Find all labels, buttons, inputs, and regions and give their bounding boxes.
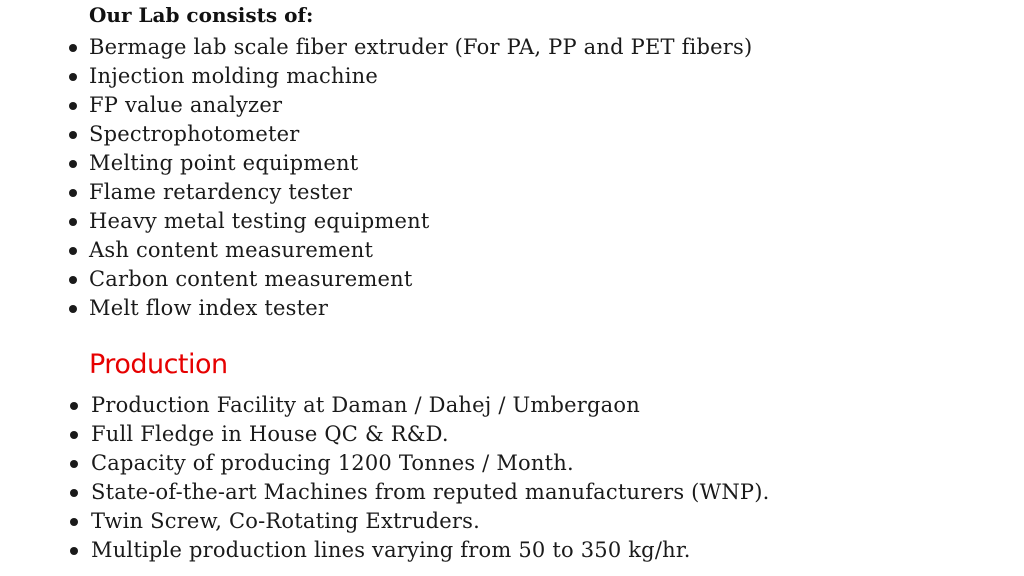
list-item-text: Spectrophotometer [89, 122, 300, 146]
list-item [91, 507, 770, 536]
list-item [91, 391, 770, 420]
bullet-icon [69, 247, 77, 255]
list-item [89, 236, 752, 265]
lab-equipment-list [89, 33, 752, 323]
list-item [91, 420, 770, 449]
bullet-icon [70, 402, 78, 410]
list-item [91, 536, 770, 565]
list-item [89, 207, 752, 236]
list-item-text: Melt flow index tester [89, 296, 329, 320]
list-item [89, 149, 752, 178]
list-item-text: Flame retardency tester [89, 180, 353, 204]
list-item-text: State-of-the-art Machines from reputed manufacturers (WNP). [91, 480, 770, 504]
list-item [91, 449, 770, 478]
list-item-text: Injection molding machine [89, 64, 378, 88]
list-item-text: Heavy metal testing equipment [89, 209, 430, 233]
production-list [91, 391, 770, 565]
list-item [89, 62, 752, 91]
list-item-text: Carbon content measurement [89, 267, 413, 291]
bullet-icon [70, 547, 78, 555]
bullet-icon [69, 102, 77, 110]
list-item [89, 33, 752, 62]
bullet-icon [70, 431, 78, 439]
list-item [89, 178, 752, 207]
bullet-icon [69, 276, 77, 284]
list-item-text: Production Facility at Daman / Dahej / Umbergaon [91, 393, 640, 417]
bullet-icon [69, 189, 77, 197]
list-item-text: Multiple production lines varying from 50 to 350 kg/hr. [91, 538, 691, 562]
production-heading: Production [89, 349, 228, 380]
list-item-text: Capacity of producing 1200 Tonnes / Month. [91, 451, 574, 475]
bullet-icon [70, 489, 78, 497]
bullet-icon [69, 218, 77, 226]
list-item [89, 265, 752, 294]
bullet-icon [69, 160, 77, 168]
list-item-text: Full Fledge in House QC & R&D. [91, 422, 449, 446]
list-item [89, 294, 752, 323]
list-item-text: FP value analyzer [89, 93, 283, 117]
bullet-icon [69, 73, 77, 81]
list-item-text: Ash content measurement [89, 238, 374, 262]
bullet-icon [69, 44, 77, 52]
bullet-icon [69, 131, 77, 139]
list-item [89, 120, 752, 149]
list-item-text: Bermage lab scale fiber extruder (For PA, PP and PET fibers) [89, 35, 753, 59]
list-item [91, 478, 770, 507]
list-item [89, 91, 752, 120]
bullet-icon [70, 518, 78, 526]
bullet-icon [70, 460, 78, 468]
bullet-icon [69, 305, 77, 313]
lab-heading: Our Lab consists of: [89, 3, 314, 27]
list-item-text: Melting point equipment [89, 151, 359, 175]
list-item-text: Twin Screw, Co-Rotating Extruders. [91, 509, 480, 533]
